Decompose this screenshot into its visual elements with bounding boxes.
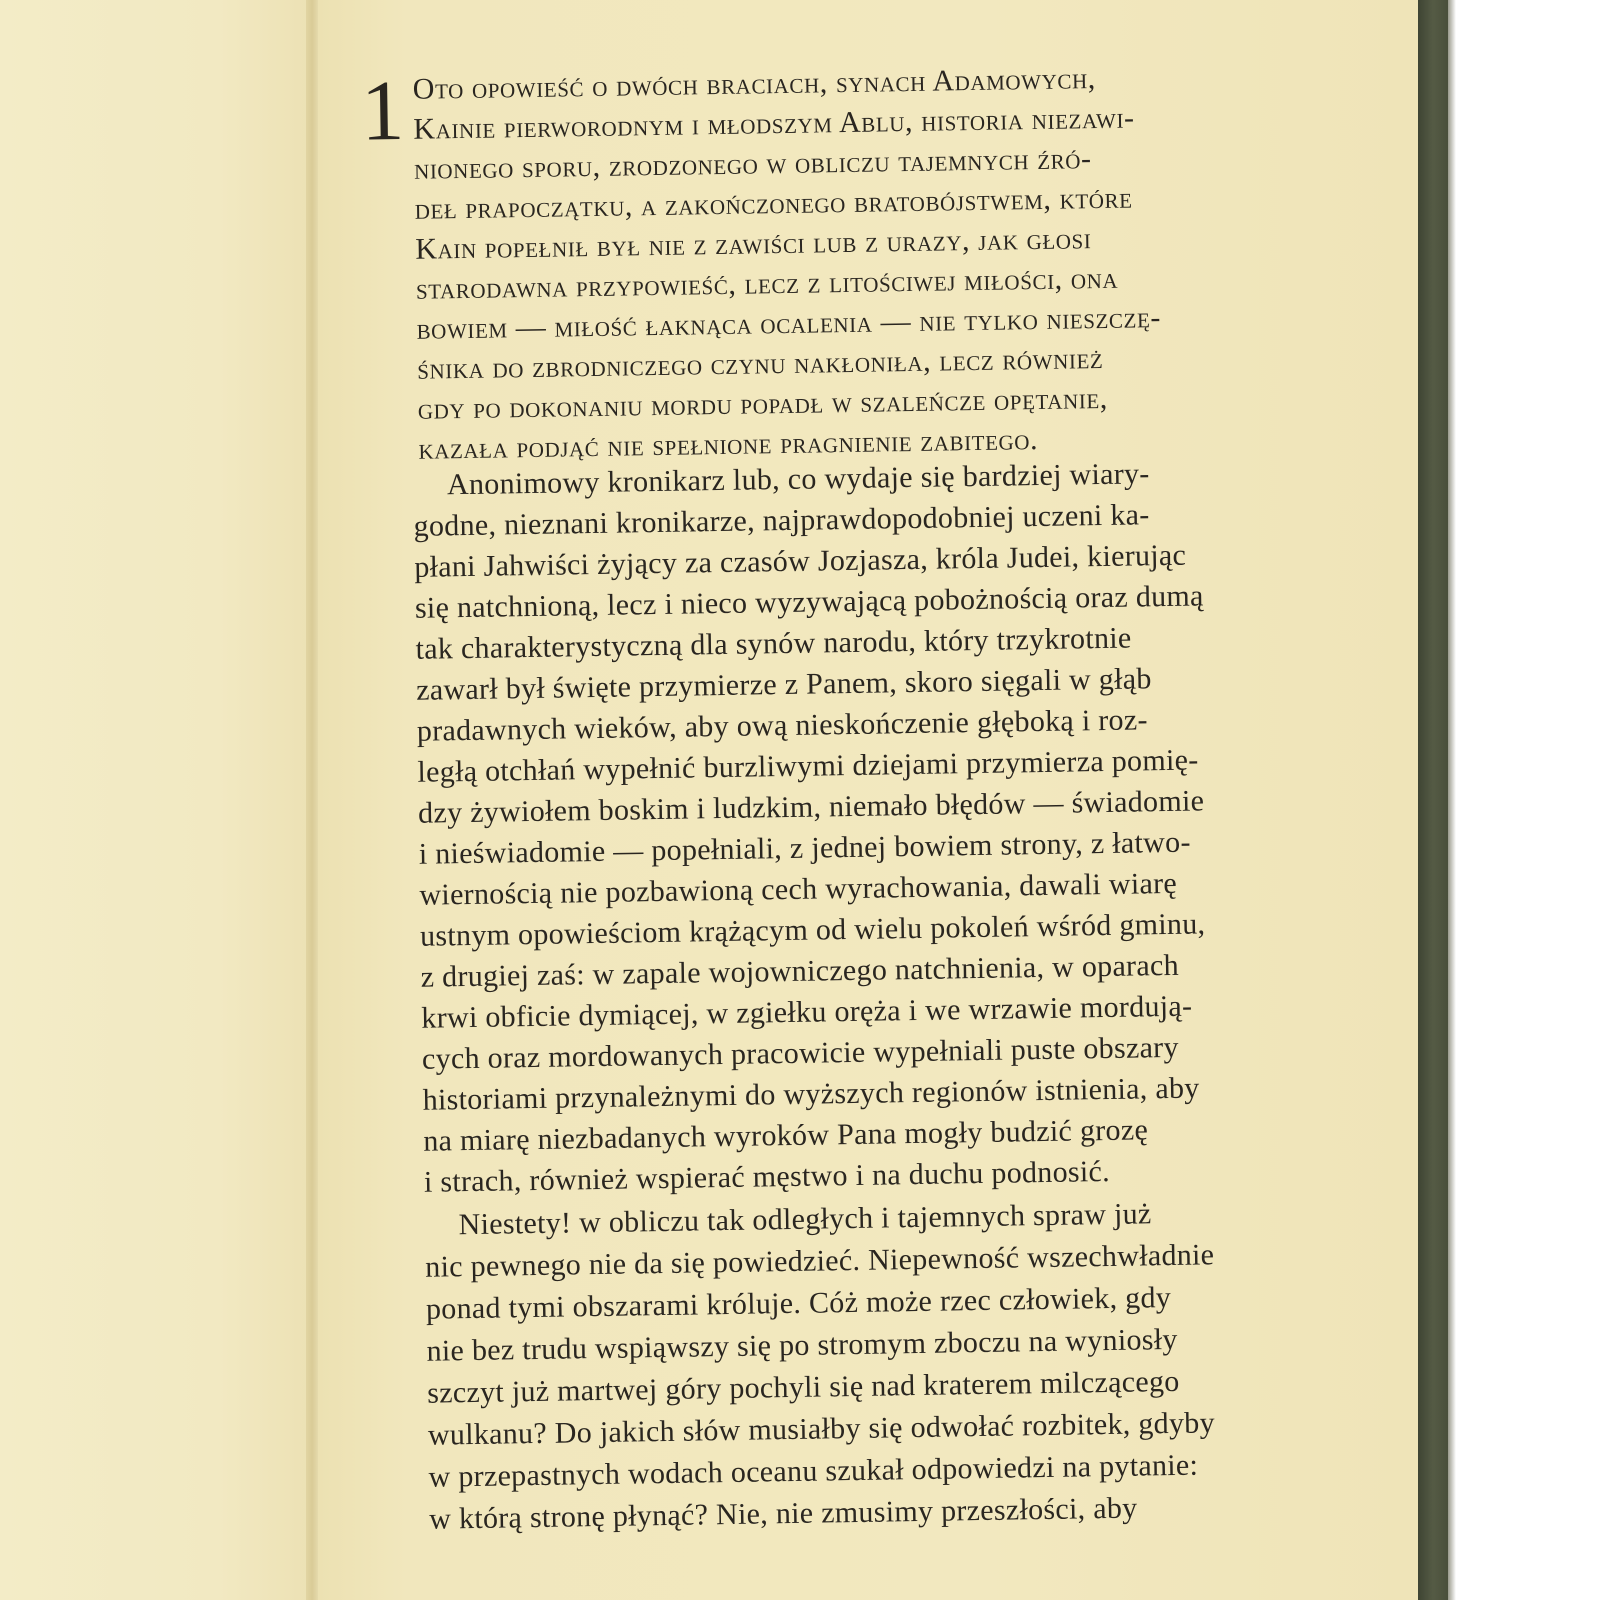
text-line: Kain popełnił był nie z zawiści lub z urazy, jak głosi	[415, 222, 1092, 266]
text-line: ponad tymi obszarami króluje. Cóż może rzec człowiek, gdy	[425, 1281, 1172, 1326]
chapter-number: 1	[360, 61, 405, 159]
text-line: na miarę niezbadanych wyroków Pana mogły budzić grozę	[423, 1113, 1149, 1158]
text-line: cych oraz mordowanych pracowicie wypełniali puste obszary	[421, 1030, 1180, 1076]
text-line: i nieświadomie — popełniali, z jednej bowiem strony, z łatwo-	[418, 825, 1191, 871]
text-line: nic pewnego nie da się powiedzieć. Niepewność wszechwładnie	[425, 1238, 1215, 1284]
text-line: kazała podjąć nie spełnione pragnienie zabitego.	[418, 423, 1039, 466]
text-line: godne, nieznani kronikarze, najprawdopodobniej uczeni ka-	[413, 498, 1150, 543]
text-line: starodawna przypowieść, lecz z litościwej miłości, ona	[415, 261, 1119, 306]
text-line: zawarł był święte przymierze z Panem, skoro sięgali w głąb	[415, 662, 1152, 707]
text-line: płani Jahwiści żyjący za czasów Jozjasza, króla Judei, kierując	[414, 538, 1187, 584]
text-line: Anonimowy kronikarz lub, co wydaje się bardziej wiary-	[446, 457, 1150, 502]
text-line: Oto opowieść o dwóch braciach, synach Adamowych,	[412, 62, 1097, 106]
text-line: nie bez trudu wspiąwszy się po stromym zboczu na wyniosły	[426, 1322, 1178, 1368]
text-line: wulkanu? Do jakich słów musiałby się odwołać rozbitek, gdyby	[427, 1406, 1216, 1452]
text-line: Kainie pierworodnym i młodszym Ablu, historia niezawi-	[413, 101, 1135, 146]
text-line: się natchnioną, lecz i nieco wyzywającą pobożnością oraz dumą	[414, 579, 1204, 625]
text-line: deł prapoczątku, a zakończonego bratobójstwem, które	[414, 181, 1133, 226]
text-line: i strach, również wspierać męstwo i na duchu podnosić.	[423, 1154, 1111, 1199]
text-line: ległą otchłań wypełnić burzliwymi dziejami przymierza pomię-	[417, 743, 1199, 789]
text-line: szczyt już martwej góry pochyli się nad kraterem milczącego	[427, 1364, 1180, 1410]
text-line: gdy po dokonaniu mordu popadł w szaleńcze opętanie,	[417, 381, 1109, 426]
text-line: wiernością nie pozbawioną cech wyrachowania, dawali wiarę	[419, 866, 1178, 912]
text-line: bowiem — miłość łaknąca ocalenia — nie tylko nieszczę-	[416, 301, 1162, 346]
text-line: śnika do zbrodniczego czynu nakłoniła, lecz również	[416, 341, 1104, 386]
text-line: Niestety! w obliczu tak odległych i tajemnych spraw już	[458, 1197, 1152, 1242]
text-line: tak charakterystyczną dla synów narodu, który trzykrotnie	[415, 621, 1132, 666]
text-line: z drugiej zaś: w zapale wojowniczego natchnienia, w oparach	[420, 948, 1180, 994]
text-line: w którą stronę płynąć? Nie, nie zmusimy przeszłości, aby	[428, 1491, 1138, 1536]
text-line: pradawnych wieków, aby ową nieskończenie głęboką i roz-	[416, 703, 1148, 748]
text-line: historiami przynależnymi do wyższych regionów istnienia, aby	[422, 1071, 1200, 1117]
text-line: ustnym opowieściom krążącym od wielu pokoleń wśród gminu,	[419, 907, 1206, 953]
text-line: w przepastnych wodach oceanu szukał odpowiedzi na pytanie:	[428, 1448, 1199, 1494]
text-line: nionego sporu, zrodzonego w obliczu tajemnych źró-	[413, 142, 1092, 186]
text-line: dzy żywiołem boskim i ludzkim, niemało błędów — świadomie	[417, 784, 1205, 830]
text-line: krwi obficie dymiącej, w zgiełku oręża i we wrzawie mordują-	[421, 989, 1193, 1035]
